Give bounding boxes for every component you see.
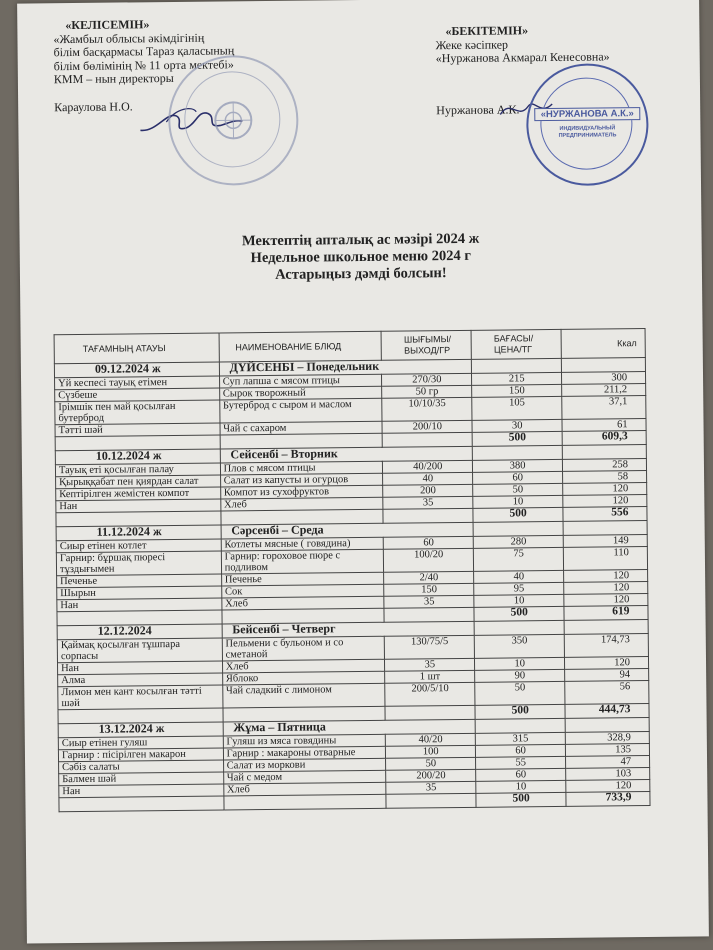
dish-kcal: 258 [563, 459, 647, 472]
dish-name-ru: Плов с мясом птицы [220, 461, 383, 475]
title-ru: Недельное школьное меню 2024 г [250, 247, 471, 267]
stamp-line-2: ПРЕДПРИНИМАТЕЛЬ [558, 132, 617, 139]
dish-price: 215 [472, 372, 562, 385]
title-wish: Астарыңыз дәмді болсын! [275, 265, 447, 283]
dish-output: 130/75/5 [385, 635, 475, 659]
dish-price: 50 [475, 681, 565, 705]
dish-price: 10 [475, 657, 565, 670]
total-kcal: 609,3 [562, 431, 646, 446]
title-kz: Мектептің апталық ас мәзірі 2024 ж [241, 230, 480, 250]
header-kcal: Ккал [561, 329, 645, 359]
dish-output: 270/30 [382, 373, 472, 386]
menu-table [54, 328, 651, 812]
empty-cell [475, 718, 565, 733]
dish-kcal: 56 [565, 681, 649, 705]
dish-output: 200/10 [382, 420, 472, 433]
right-signatory: Нуржанова А.К. [436, 101, 520, 117]
dish-name-ru: Бутерброд с сыром и маслом [219, 398, 382, 423]
dish-kcal: 61 [562, 419, 646, 432]
left-line-4: КММ – нын директоры [53, 70, 174, 87]
dish-name-ru: Чай с сахаром [220, 421, 383, 435]
dish-output: 40 [383, 472, 473, 485]
dish-name-kz: Нан [56, 499, 221, 513]
empty-cell [383, 508, 473, 523]
dish-name-ru: Котлеты мясные ( говядина) [221, 537, 384, 551]
day-name: Жұма – Пятница [223, 719, 476, 736]
header-name-ru: НАИМЕНОВАНИЕ БЛЮД [219, 331, 382, 362]
dish-name-kz: Нан [57, 598, 222, 612]
empty-cell [382, 432, 472, 447]
dish-name-kz: Балмен шәй [59, 772, 224, 786]
dish-name-ru: Яблоко [222, 671, 385, 685]
menu-document [17, 0, 709, 944]
empty-cell [561, 358, 645, 373]
total-price: 500 [476, 792, 566, 807]
dish-name-ru: Пельмени с бульоном и со сметаной [222, 636, 385, 661]
dish-price: 380 [473, 459, 563, 472]
dish-name-kz: Алма [58, 673, 223, 687]
dish-output: 35 [386, 781, 476, 794]
dish-name-ru: Печенье [221, 572, 384, 586]
dish-price: 10 [476, 780, 566, 793]
dish-kcal: 174,73 [564, 634, 648, 658]
total-price: 500 [473, 507, 563, 522]
empty-cell [59, 796, 224, 812]
left-signatory: Караулова Н.О. [54, 98, 133, 114]
dish-kcal: 47 [566, 756, 650, 769]
dish-price: 75 [474, 547, 564, 571]
day-date: 12.12.2024 [57, 624, 222, 640]
dish-kcal: 149 [563, 535, 647, 548]
dish-kcal: 135 [566, 744, 650, 757]
dish-output: 100 [386, 745, 476, 758]
dish-kcal: 37,1 [562, 396, 646, 420]
dish-name-kz: Қырыққабат пен қиярдан салат [56, 475, 221, 489]
dish-kcal: 120 [563, 495, 647, 508]
dish-name-kz: Сәбіз салаты [59, 760, 224, 774]
dish-name-ru: Суп лапша с мясом птицы [219, 374, 382, 388]
dish-name-ru: Гуляш из мяса говядины [223, 734, 386, 748]
empty-cell [384, 607, 474, 622]
dish-price: 350 [474, 634, 564, 658]
menu-body [54, 358, 650, 812]
empty-cell [562, 445, 646, 460]
right-line-2: «Нуржанова Акмарал Кенесовна» [435, 49, 610, 66]
dish-price: 60 [476, 768, 566, 781]
dish-output: 200 [383, 484, 473, 497]
dish-name-ru: Сок [221, 584, 384, 598]
dish-output: 200/20 [386, 769, 476, 782]
dish-kcal: 120 [564, 594, 648, 607]
stamp-line-1: ИНДИВИДУАЛЬНЫЙ [559, 125, 616, 132]
left-line-1: «Жамбыл облысы әкімдігінің [53, 30, 205, 46]
empty-cell [473, 521, 563, 536]
dish-kcal: 94 [565, 669, 649, 682]
dish-name-kz: Кептірілген жемістен компот [56, 487, 221, 501]
dish-name-kz: Гарнир : пісірілген макарон [58, 748, 223, 762]
total-price: 500 [475, 704, 565, 719]
dish-price: 30 [472, 419, 562, 432]
dish-output: 35 [383, 496, 473, 509]
dish-price: 50 [473, 483, 563, 496]
dish-kcal: 120 [564, 582, 648, 595]
entrepreneur-stamp [526, 63, 649, 186]
dish-kcal: 120 [566, 780, 650, 793]
dish-name-kz: Сүзбеше [55, 388, 220, 402]
dish-name-ru: Хлеб [223, 782, 386, 796]
day-date: 11.12.2024 ж [56, 525, 221, 541]
dish-name-kz: Ірімшік пен май қосылған бутерброд [55, 400, 220, 425]
dish-kcal: 103 [566, 768, 650, 781]
right-line-1: Жеке кәсіпкер [435, 36, 509, 52]
dish-name-kz: Тәтті шәй [55, 423, 220, 437]
dish-output: 35 [385, 658, 475, 671]
dish-name-kz: Лимон мен кант косылған тәтті шәй [58, 685, 223, 710]
dish-price: 280 [473, 535, 563, 548]
empty-cell [474, 620, 564, 635]
empty-cell [224, 794, 387, 810]
dish-price: 60 [473, 471, 563, 484]
empty-cell [472, 358, 562, 373]
dish-name-ru: Чай с медом [223, 770, 386, 784]
dish-output: 40/200 [383, 460, 473, 473]
dish-output: 50 [386, 757, 476, 770]
total-kcal: 733,9 [566, 792, 650, 807]
total-price: 500 [474, 606, 564, 621]
day-name: Бейсенбі – Четверг [222, 621, 475, 638]
dish-price: 10 [473, 495, 563, 508]
dish-output: 60 [384, 536, 474, 549]
dish-output: 35 [384, 595, 474, 608]
dish-name-ru: Гарнир: гороховое пюре с подливом [221, 549, 384, 574]
header-price: БАҒАСЫ/ ЦЕНА/ТГ [471, 329, 561, 359]
total-kcal: 619 [564, 606, 648, 621]
header-output: ШЫҒЫМЫ/ ВЫХОД/ГР [381, 330, 471, 360]
dish-kcal: 110 [563, 547, 647, 571]
menu-title [20, 228, 702, 286]
day-name: Сейсенбі – Вторник [220, 446, 473, 463]
dish-name-ru: Салат из капусты и огурцов [220, 473, 383, 487]
dish-name-kz: Печенье [57, 574, 222, 588]
empty-cell [563, 521, 647, 536]
dish-kcal: 300 [562, 372, 646, 385]
total-kcal: 444,73 [565, 704, 649, 719]
dish-output: 10/10/35 [382, 397, 472, 421]
dish-price: 105 [472, 396, 562, 420]
total-price: 500 [472, 431, 562, 446]
dish-price: 40 [474, 570, 564, 583]
empty-cell [385, 705, 475, 720]
dish-output: 100/20 [384, 548, 474, 572]
dish-output: 2/40 [384, 571, 474, 584]
approve-title: «БЕКІТЕМІН» [445, 23, 529, 39]
dish-price: 315 [476, 732, 566, 745]
dish-kcal: 120 [565, 657, 649, 670]
dish-output: 50 гр [382, 385, 472, 398]
dish-price: 60 [476, 744, 566, 757]
emblem-icon [208, 95, 259, 146]
day-date: 10.12.2024 ж [55, 449, 220, 465]
agree-title: «КЕЛІСЕМІН» [65, 17, 150, 33]
dish-output: 200/5/10 [385, 682, 475, 706]
empty-cell [386, 793, 476, 808]
dish-kcal: 211,2 [562, 384, 646, 397]
dish-name-kz: Шырын [57, 586, 222, 600]
total-kcal: 556 [563, 507, 647, 522]
dish-name-kz: Үй кеспесі тауық етімен [55, 376, 220, 390]
empty-cell [564, 620, 648, 635]
dish-name-kz: Қаймақ қосылған тұшпара сорпасы [57, 638, 222, 663]
dish-output: 150 [384, 583, 474, 596]
dish-kcal: 328,9 [565, 732, 649, 745]
dish-price: 95 [474, 582, 564, 595]
dish-name-kz: Тауық еті қосылған палау [55, 463, 220, 477]
dish-kcal: 120 [564, 570, 648, 583]
dish-name-ru: Чай сладкий с лимоном [222, 683, 385, 708]
dish-name-kz: Гарнир: бұршақ пюресі тұздығымен [56, 551, 221, 576]
left-line-3: білім бөлімінің № 11 орта мектебі» [53, 56, 234, 73]
header-name-kz: ТАҒАМНЫҢ АТАУЫ [54, 333, 219, 364]
dish-output: 1 шт [385, 670, 475, 683]
stamp-name: «НУРЖАНОВА А.К.» [534, 107, 640, 121]
empty-cell [565, 718, 649, 733]
day-date: 09.12.2024 ж [54, 362, 219, 378]
dish-name-kz: Нан [58, 661, 223, 675]
dish-kcal: 120 [563, 483, 647, 496]
dish-name-kz: Сиыр етінен гуляш [58, 736, 223, 750]
dish-price: 55 [476, 756, 566, 769]
day-date: 13.12.2024 ж [58, 722, 223, 738]
dish-name-ru: Хлеб [220, 497, 383, 511]
dish-price: 10 [474, 594, 564, 607]
dish-name-ru: Хлеб [222, 659, 385, 673]
dish-name-ru: Хлеб [222, 596, 385, 610]
dish-name-kz: Нан [59, 784, 224, 798]
dish-kcal: 58 [563, 471, 647, 484]
dish-name-ru: Компот из сухофруктов [220, 485, 383, 499]
left-line-2: білім басқармасы Тараз қаласының [53, 43, 235, 60]
dish-name-ru: Сырок творожный [219, 386, 382, 400]
dish-price: 90 [475, 669, 565, 682]
empty-cell [473, 445, 563, 460]
day-name: ДҮЙСЕНБІ – Понедельник [219, 359, 472, 376]
day-name: Сәрсенбі – Среда [221, 522, 474, 539]
dish-name-ru: Салат из моркови [223, 758, 386, 772]
dish-name-ru: Гарнир : макароны отварные [223, 746, 386, 760]
dish-output: 40/20 [386, 733, 476, 746]
dish-price: 150 [472, 384, 562, 397]
school-stamp [168, 55, 299, 186]
dish-name-kz: Сиыр етінен котлет [56, 539, 221, 553]
